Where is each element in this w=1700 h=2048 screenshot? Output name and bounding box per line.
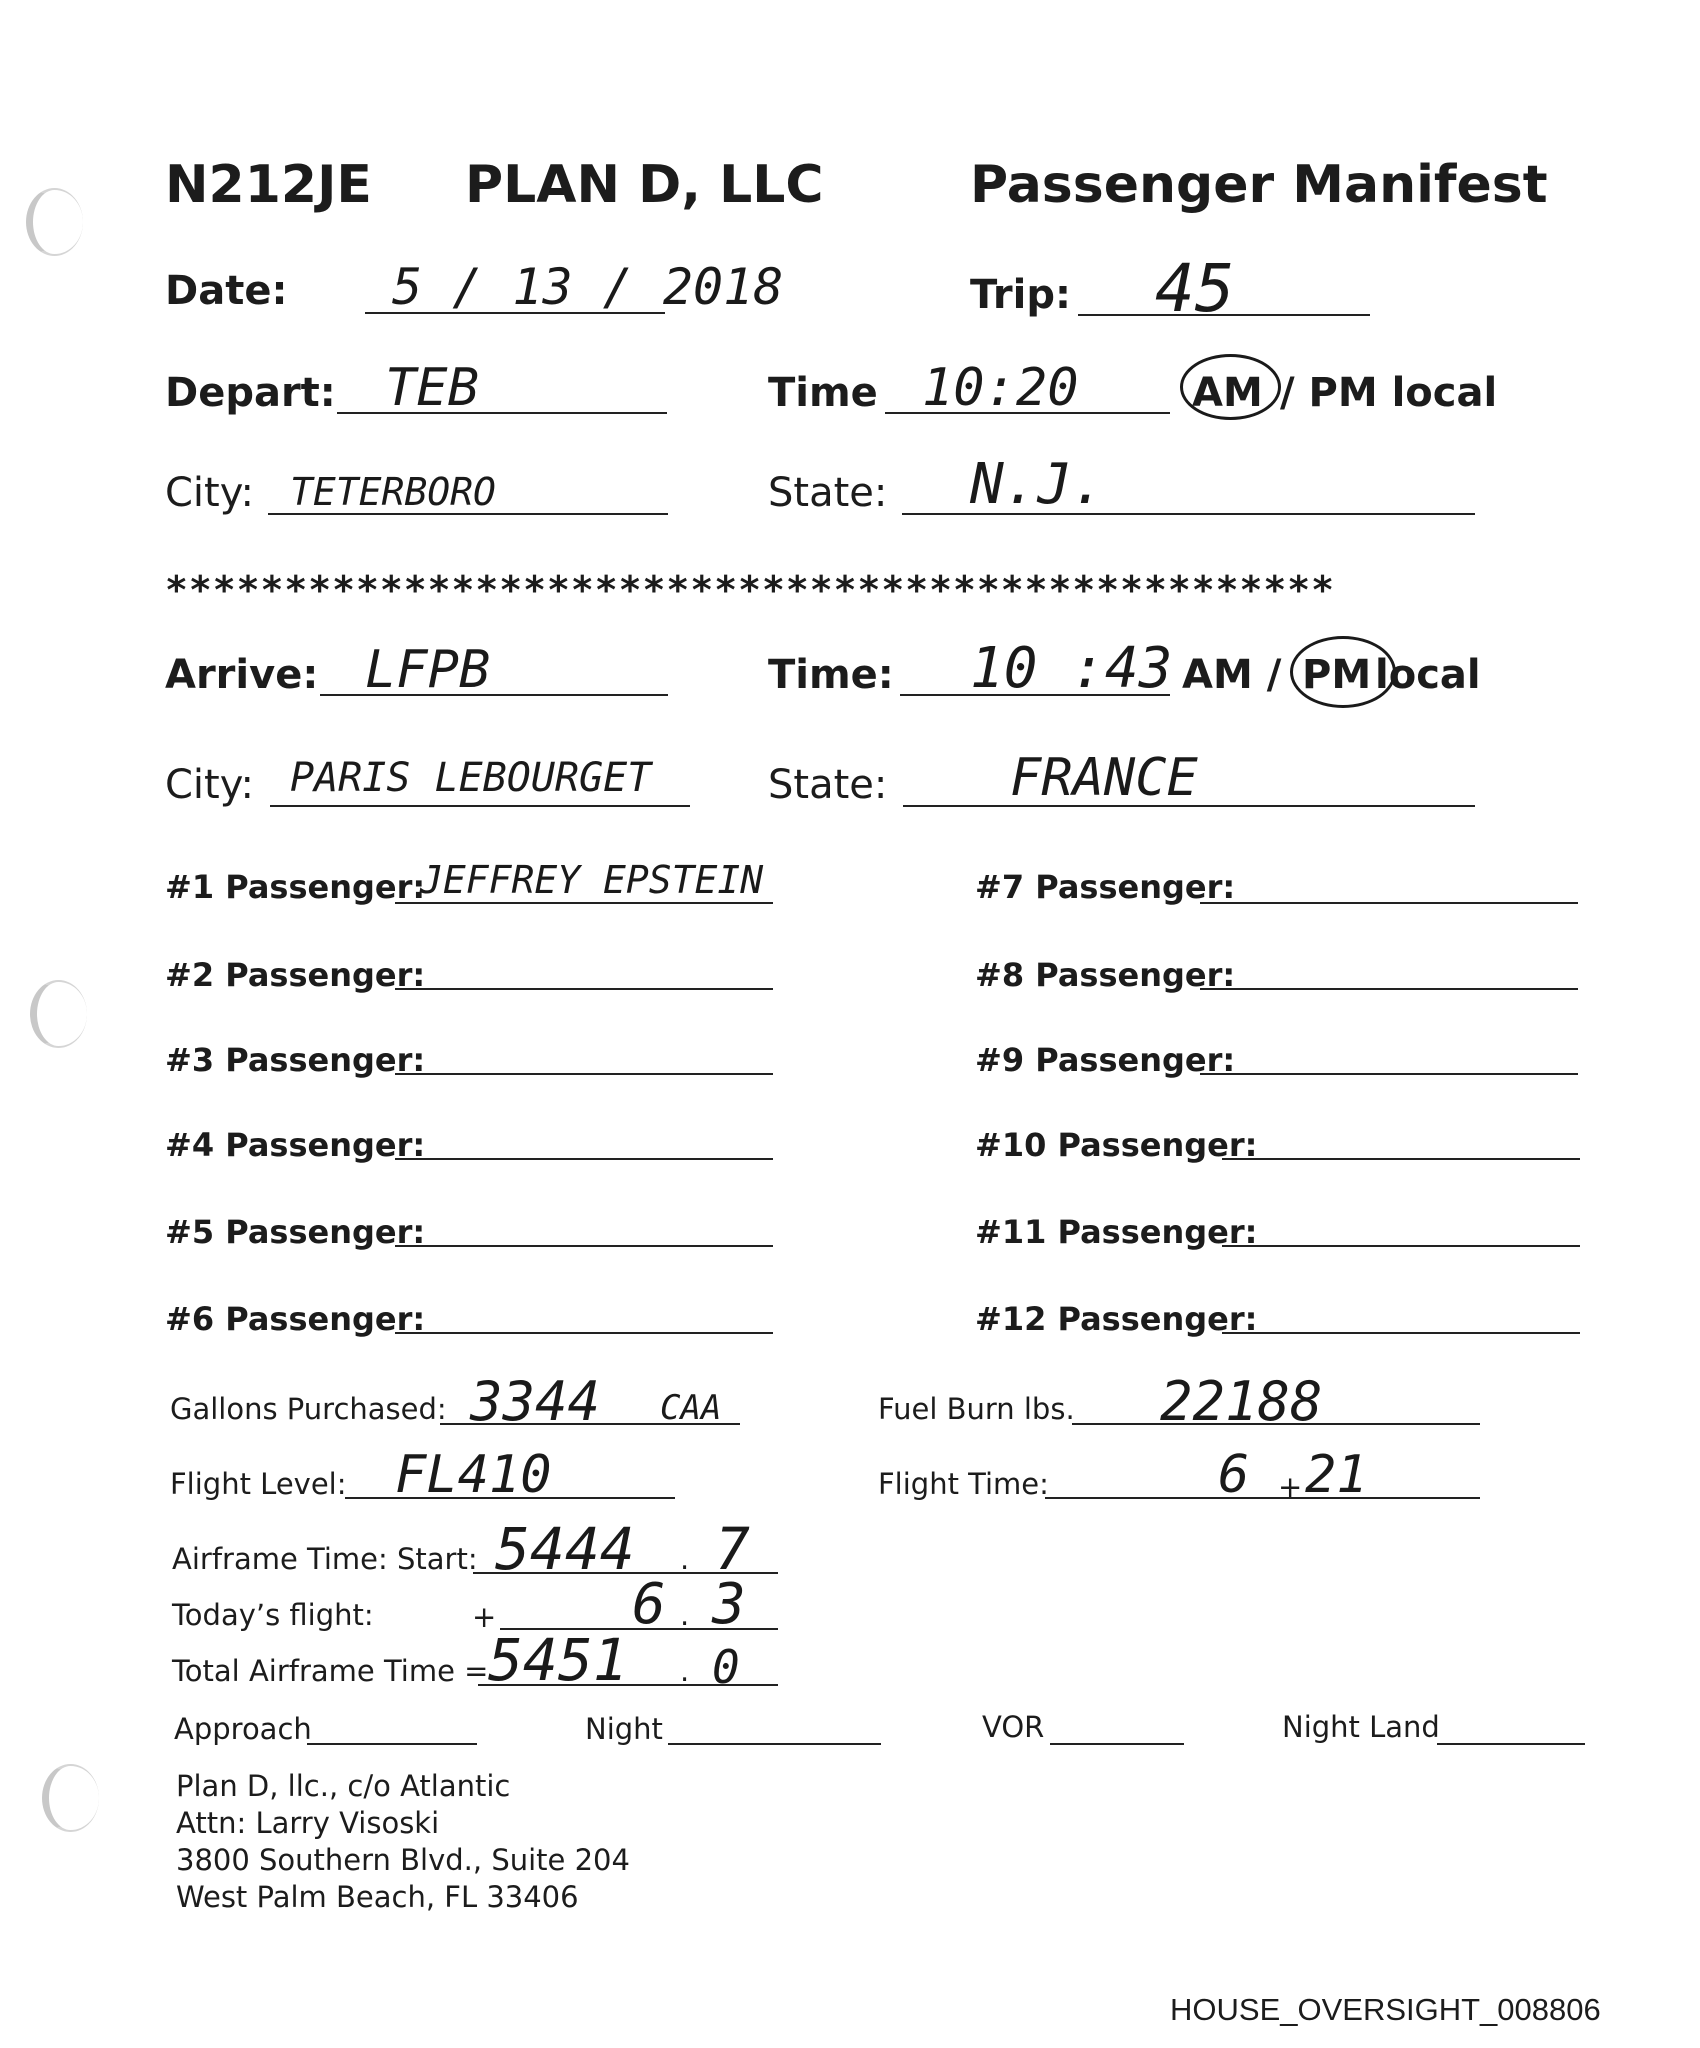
arrive-time-value: 10 :43 [970,636,1173,701]
passenger-9-label: #9 Passenger: [975,1041,1236,1079]
passenger-2-line [395,988,773,990]
arrive-local: local [1375,652,1481,698]
night-label: Night [585,1712,663,1746]
passenger-3-line [395,1073,773,1075]
arrive-city-line [270,805,690,807]
passenger-11-line [1222,1245,1580,1247]
trip-label: Trip: [970,272,1071,318]
depart-value: TEB [385,358,479,418]
passenger-5-line [395,1245,773,1247]
today-flight-dot: . [680,1598,690,1632]
airframe-start-label: Airframe Time: Start: [172,1542,478,1576]
passenger-1-value: JEFFREY EPSTEIN [420,858,764,902]
passenger-10-line [1222,1158,1580,1160]
passenger-4-label: #4 Passenger: [165,1126,426,1164]
passenger-7-line [1200,902,1578,904]
today-flight-whole: 6 [632,1572,666,1637]
depart-label: Depart: [165,370,336,416]
flight-time-minutes: 21 [1305,1445,1368,1505]
total-airframe-tenth: 0 [712,1640,740,1694]
passenger-11-label: #11 Passenger: [975,1213,1258,1251]
depart-state-label: State: [768,470,888,516]
tail-number: N212JE [165,155,372,215]
approach-line [307,1743,477,1745]
vor-label: VOR [982,1710,1045,1744]
today-flight-tenth: 3 [712,1572,746,1637]
arrive-label: Arrive: [165,652,319,698]
gallons-note: CAA [660,1388,722,1428]
passenger-1-label: #1 Passenger: [165,868,426,906]
flight-time-label: Flight Time: [878,1467,1049,1501]
passenger-2-label: #2 Passenger: [165,956,426,994]
passenger-12-label: #12 Passenger: [975,1300,1258,1338]
depart-city-value: TETERBORO [290,470,496,514]
passenger-6-label: #6 Passenger: [165,1300,426,1338]
passenger-5-label: #5 Passenger: [165,1213,426,1251]
depart-am: AM [1192,370,1263,416]
arrive-value: LFPB [365,640,491,700]
arrive-city-value: PARIS LEBOURGET [290,755,652,801]
passenger-12-line [1222,1332,1580,1334]
night-land-line [1437,1743,1585,1745]
address-line-2: Attn: Larry Visoski [176,1806,440,1840]
address-line-1: Plan D, llc., c/o Atlantic [176,1769,511,1803]
address-line-3: 3800 Southern Blvd., Suite 204 [176,1843,630,1877]
today-flight-plus: + [472,1600,497,1634]
flight-time-hours: 6 [1218,1445,1250,1505]
passenger-8-line [1200,988,1578,990]
gallons-value: 3344 [470,1370,601,1433]
airframe-start-whole: 5444 [495,1515,635,1583]
depart-time-value: 10:20 [922,358,1079,418]
total-airframe-whole: 5451 [488,1626,628,1694]
passenger-6-line [395,1332,773,1334]
approach-label: Approach [174,1712,312,1746]
address-line-4: West Palm Beach, FL 33406 [176,1880,579,1914]
company-name: PLAN D, LLC [465,155,824,215]
arrive-time-label: Time: [768,652,894,698]
night-land-label: Night Land [1282,1710,1440,1744]
depart-city-label: City: [165,470,254,516]
bates-number: HOUSE_OVERSIGHT_008806 [1170,1992,1601,2027]
passenger-3-label: #3 Passenger: [165,1041,426,1079]
date-label: Date: [165,268,288,314]
arrive-pm: PM [1302,652,1372,698]
depart-pm-local: / PM local [1280,370,1498,416]
total-airframe-dot: . [680,1654,690,1688]
flight-time-line [1045,1497,1480,1499]
gallons-label: Gallons Purchased: [170,1392,447,1426]
binder-hole-top [26,188,83,256]
airframe-start-tenth: 7 [715,1515,750,1583]
fuel-burn-value: 22188 [1160,1370,1323,1433]
airframe-start-dot: . [680,1542,690,1576]
flight-level-value: FL410 [395,1445,552,1505]
today-flight-label: Today’s flight: [172,1598,374,1632]
passenger-10-label: #10 Passenger: [975,1126,1258,1164]
depart-state-value: N.J. [970,452,1105,517]
passenger-7-label: #7 Passenger: [975,868,1236,906]
arrive-state-value: FRANCE [1010,748,1198,808]
arrive-am: AM / [1182,652,1282,698]
passenger-4-line [395,1158,773,1160]
passenger-9-line [1200,1073,1578,1075]
night-line [668,1743,881,1745]
flight-level-label: Flight Level: [170,1467,347,1501]
date-value: 5 / 13 / 2018 [392,258,784,316]
passenger-8-label: #8 Passenger: [975,956,1236,994]
trip-value: 45 [1155,250,1235,327]
page-title: Passenger Manifest [970,155,1548,215]
binder-hole-middle [30,980,87,1048]
passenger-1-line [395,902,773,904]
binder-hole-bottom [42,1764,99,1832]
separator-asterisks: ************************************************* [165,568,1336,612]
depart-time-label: Time [768,370,878,416]
total-airframe-label: Total Airframe Time = [172,1654,489,1688]
vor-line [1050,1743,1184,1745]
fuel-burn-label: Fuel Burn lbs. [878,1392,1075,1426]
address-block [176,1768,630,1916]
arrive-city-label: City: [165,762,254,808]
flight-time-plus: + [1278,1470,1303,1504]
arrive-state-label: State: [768,762,888,808]
